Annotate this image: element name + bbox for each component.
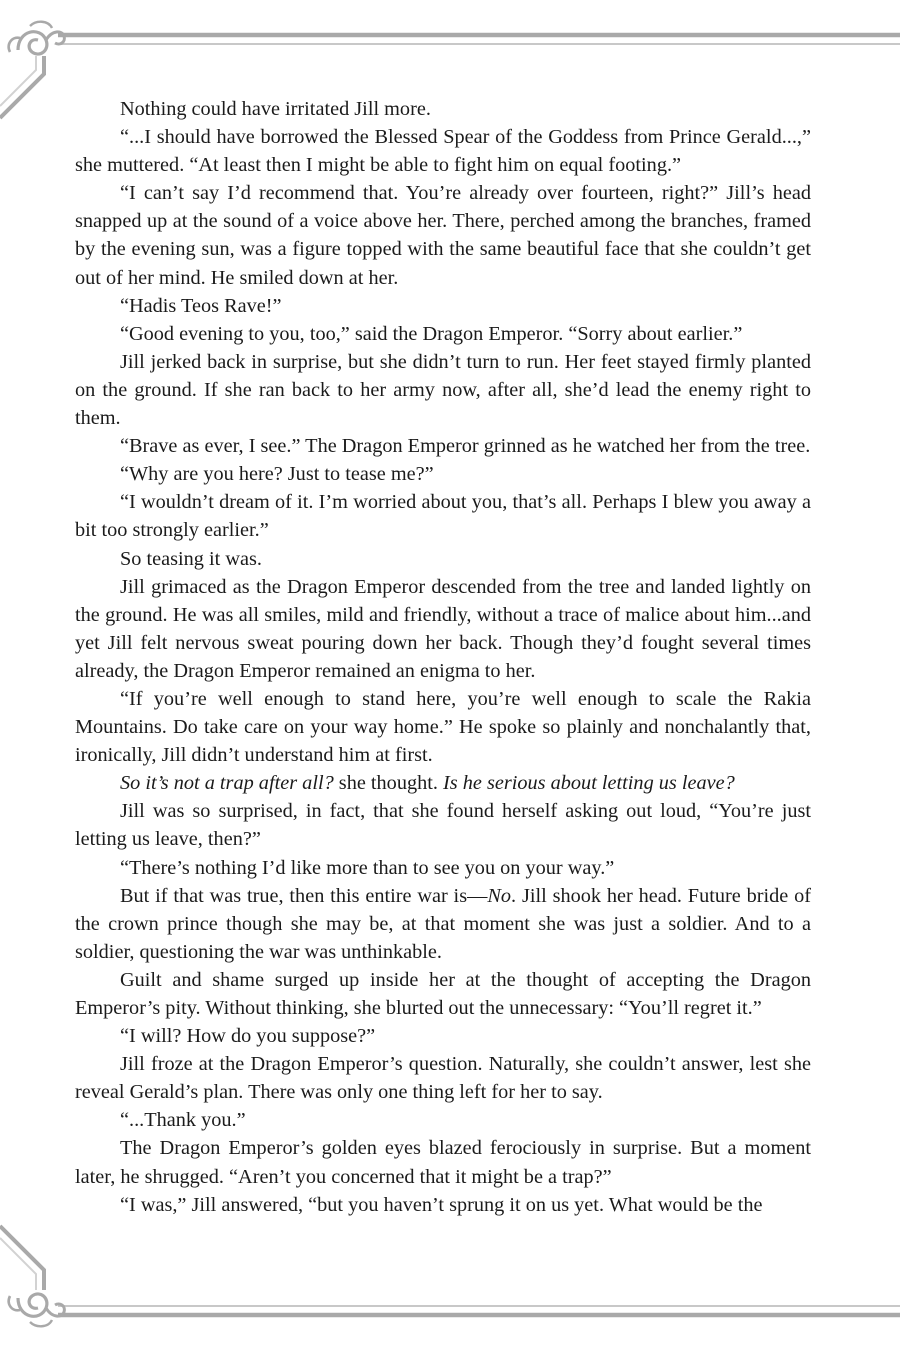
bottom-rule	[58, 1306, 900, 1315]
italic-text: Is he serious about letting us leave?	[443, 772, 735, 795]
paragraph	[75, 292, 811, 320]
paragraph	[75, 348, 811, 432]
text-run: Guilt and shame surged up inside her at the thought of accepting the Dragon Emperor’s pity. Without thinking, she blurted out the unnecessary: “You’ll regret it.”	[75, 968, 811, 1019]
paragraph	[75, 179, 811, 291]
text-run: “I was,” Jill answered, “but you haven’t sprung it on us yet. What would be the	[120, 1193, 763, 1216]
paragraph	[75, 545, 811, 573]
paragraph	[75, 573, 811, 685]
paragraph	[75, 95, 811, 123]
corner-ornament-top-left-icon	[0, 22, 64, 118]
paragraph	[75, 460, 811, 488]
text-run: “I wouldn’t dream of it. I’m worried about you, that’s all. Perhaps I blew you away a bit too strongly earlier.”	[75, 491, 811, 542]
italic-text: No	[487, 884, 512, 907]
paragraph	[75, 1022, 811, 1050]
italic-text: So it’s not a trap after all?	[120, 772, 334, 795]
paragraph	[75, 320, 811, 348]
body-text	[75, 95, 811, 1219]
paragraph	[75, 854, 811, 882]
paragraph	[75, 966, 811, 1022]
text-run: “...Thank you.”	[120, 1109, 246, 1132]
text-run: “Good evening to you, too,” said the Dragon Emperor. “Sorry about earlier.”	[120, 322, 743, 345]
text-run: The Dragon Emperor’s golden eyes blazed ferociously in surprise. But a moment later, he shrugged. “Aren’t you concerned that it might be a trap?”	[75, 1137, 811, 1188]
corner-ornament-bottom-left-icon	[0, 1226, 64, 1326]
paragraph	[75, 488, 811, 544]
paragraph	[75, 769, 811, 797]
text-run: “There’s nothing I’d like more than to see you on your way.”	[120, 856, 615, 879]
text-run: “Brave as ever, I see.” The Dragon Emperor grinned as he watched her from the tree.	[120, 435, 811, 458]
paragraph	[75, 1134, 811, 1190]
text-run: “If you’re well enough to stand here, you’re well enough to scale the Rakia Mountains. Do take care on your way home.” He spoke so plainly and nonchalantly that, ironically, Jill didn’t understand him at first.	[75, 687, 811, 767]
text-run: “Why are you here? Just to tease me?”	[120, 463, 434, 486]
text-run: “I can’t say I’d recommend that. You’re already over fourteen, right?” Jill’s head snapped up at the sound of a voice above her. There, perched among the branches, framed by the evening sun, was a figure topped with the same beautiful face that she couldn’t get out of her mind. He smiled down at her.	[75, 182, 811, 289]
paragraph	[75, 685, 811, 769]
text-run: “I will? How do you suppose?”	[120, 1025, 376, 1048]
text-run: she thought.	[333, 772, 444, 795]
text-run: Jill froze at the Dragon Emperor’s question. Naturally, she couldn’t answer, lest she reveal Gerald’s plan. There was only one thing left for her to say.	[75, 1053, 811, 1104]
text-run: . Jill shook her head. Future bride of the crown prince though she may be, at that moment she was just a soldier. And to a soldier, questioning the war was unthinkable.	[75, 884, 811, 963]
text-run: Jill grimaced as the Dragon Emperor descended from the tree and landed lightly on the ground. He was all smiles, mild and friendly, without a trace of malice about him...and yet Jill felt nervous sweat pouring down her back. Though they’d fought several times already, the Dragon Emperor remained an enigma to her.	[75, 575, 811, 682]
text-run: Jill was so surprised, in fact, that she found herself asking out loud, “You’re just letting us leave, then?”	[75, 800, 811, 851]
text-run: So teasing it was.	[120, 547, 262, 570]
paragraph	[75, 1191, 811, 1219]
paragraph	[75, 882, 811, 966]
paragraph	[75, 123, 811, 179]
text-run: But if that was true, then this entire war is—	[120, 884, 488, 907]
paragraph	[75, 797, 811, 853]
paragraph	[75, 1106, 811, 1134]
text-run: “Hadis Teos Rave!”	[120, 294, 282, 317]
paragraph	[75, 432, 811, 460]
text-run: Jill jerked back in surprise, but she didn’t turn to run. Her feet stayed firmly planted on the ground. If she ran back to her army now, after all, she’d lead the enemy right to them.	[75, 350, 811, 430]
text-run: Nothing could have irritated Jill more.	[120, 98, 431, 120]
top-rule	[58, 35, 900, 44]
paragraph	[75, 1050, 811, 1106]
text-run: “...I should have borrowed the Blessed Spear of the Goddess from Prince Gerald...,” she muttered. “At least then I might be able to fight him on equal footing.”	[75, 126, 811, 177]
